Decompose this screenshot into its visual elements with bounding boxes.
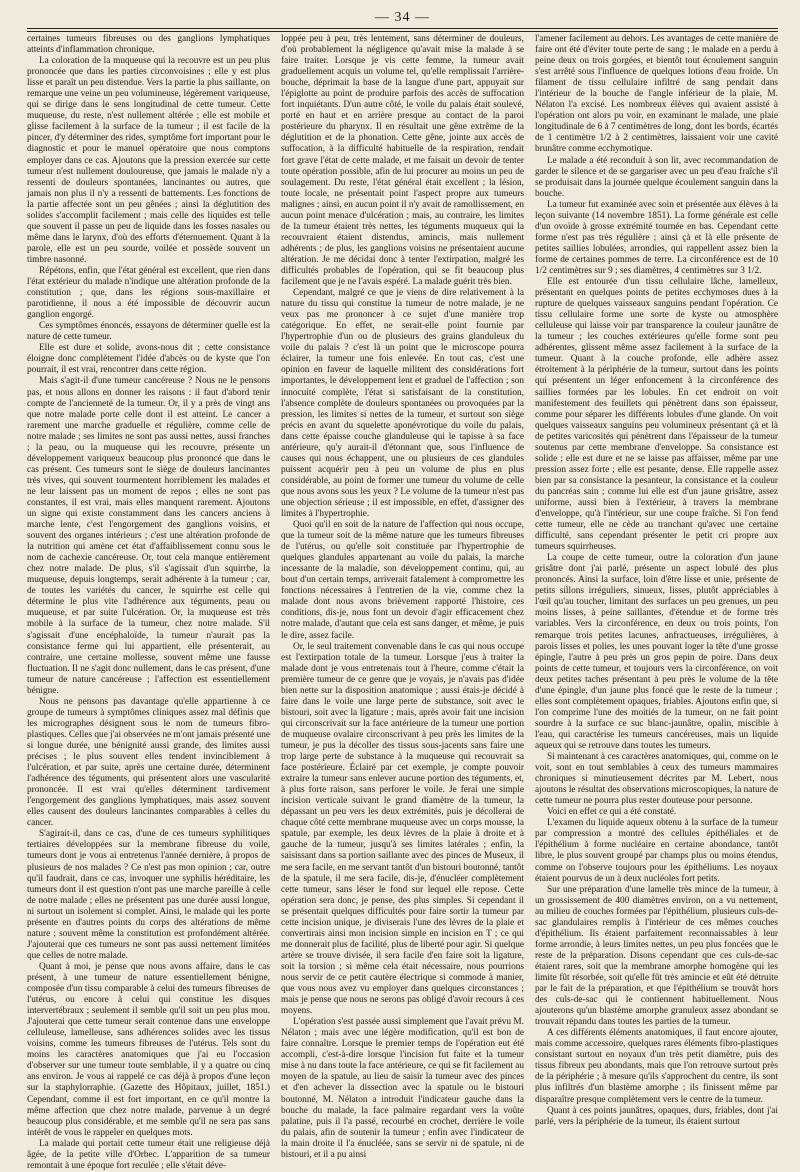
paragraph: l'amener facilement au dehors. Les avantages de cette manière de faire ont été d'éviter toute perte de sang ; le malade en a perdu à peine deux ou trois gorgées, et bientôt tout écoulement sanguin s'est arrêté sous l'influence de quelques lotions d'eau froide. Un filament de tissu cellulaire infiltré de sang pendait dans l'intérieur de la bouche de l'angle inférieur de la plaie, M. Nélaton l'a excisé. Les nombreux élèves qui avaient assisté à l'opération ont alors pu voir, en examinant le malade, une plaie longitudinale de 6 à 7 centimètres de long, dont les bords, écartés de 1 centimètre 1/2 à 2 centimètres, laissaient voir une cavité brunâtre comme ecchymotique.	[535, 34, 778, 155]
paragraph: La coupe de cette tumeur, outre la coloration d'un jaune grisâtre dont j'ai parlé, présente un aspect lobulé des plus prononcés. Ainsi la surface, loin d'être lisse et unie, présente de petits sillons irréguliers, sinueux, lisses, plutôt appréciables à l'œil qu'au toucher, limitant des surfaces un peu grenues, un peu moins lisses, à peine saillantes, d'étendue et de forme très variables. Vers la circonférence, en deux ou trois points, l'on remarque trois petites lacunes, anfractueuses, irrégulières, à parois lisses et polies, les unes pouvant loger la tête d'une grosse épingle, l'autre à peu près un gros pepin de poire. Dans deux points de cette tumeur, et toujours vers la circonférence, on voit deux petites taches présentant à peu près le volume de la tête d'une épingle, d'un jaune plus foncé que le reste de la tumeur ; elles sont complètement opaques, friables. Ajoutons enfin que, si l'on comprime l'une des moitiés de la tumeur, on ne fait point sourdre à la surface ce suc blanc-jaunâtre, opalin, miscible à l'eau, qui caractérise les tumeurs cancéreuses, mais un liquide aqueux qui se retrouve dans toutes les tumeurs.	[535, 553, 778, 751]
header-rule	[27, 28, 778, 29]
paragraph: Mais s'agit-il d'une tumeur cancéreuse ? Nous ne le pensons pas, et nous allons en donner les raisons : il faut d'abord tenir compte de l'ancienneté de la tumeur. Or, il y a près de vingt ans que notre malade porte celle dont il est atteint. Le cancer a rarement une marche graduelle et régulière, comme celle de notre malade ; ses limites ne sont pas aussi nettes, aussi franches ; la peau, ou la muqueuse qui les recouvre, présente un développement variqueux beaucoup plus prononcé que dans le cas présent. Ces tumeurs sont le siège de douleurs lancinantes très vives, qui souvent tourmentent horriblement les malades et ne leur laissent pas un moment de repos ; elles ne sont pas constantes, il est vrai, mais elles manquent rarement. Ajoutons un signe qui existe constamment dans les cancers anciens à marche lente, c'est l'engorgement des ganglions voisins, et souvent des organes intérieurs ; c'est une altération profonde de la nutrition qui amène cet état d'affaiblissement connu sous le nom de cachexie cancéreuse. Or, tout cela manque entièrement chez notre malade. De plus, s'il s'agissait d'un squirrhe, la muqueuse, depuis longtemps, serait adhérente à la tumeur ; car, de toutes les variétés du cancer, le squirrhe est celle qui détermine le plus vite l'adhérence aux téguments, peau ou muqueuse, et par suite l'ulcération. Or, la muqueuse est très mobile à la surface de la tumeur, chez notre malade. S'il s'agissait d'une encéphaloïde, la tumeur n'aurait pas la consistance ferme qui lui appartient, elle présenterait, au contraire, une certaine mollesse, souvent même une fausse fluctuation. Il ne s'agit donc nullement, dans le cas présent, d'une tumeur de nature cancéreuse ; l'affection est essentiellement bénigne.	[27, 376, 270, 696]
paragraph: Quant à ces points jaunâtres, opaques, durs, friables, dont j'ai parlé, vers la périphérie de la tumeur, ils étaient surtout	[535, 1105, 778, 1127]
paragraph: La tumeur fut examinée avec soin et présentée aux élèves à la leçon suivante (14 novembre 1851). La forme générale est celle d'un ovoïde à grosse extrémité tournée en bas. Cependant cette forme n'est pas très régulière ; ainsi çà et là elle présente de petites saillies lobulées, arrondies, qui rappellent assez bien la forme de certaines pommes de terre. La circonférence est de 10 1/2 centimètres sur 9 ; ses diamètres, 4 centimètres sur 3 1/2.	[535, 199, 778, 276]
paragraph: La coloration de la muqueuse qui la recouvre est un peu plus prononcée que dans les parties circonvoisines ; elle y est plus lisse et paraît un peu distendue. Vers la partie la plus saillante, on remarque une veine un peu volumineuse, légèrement variqueuse, qui se dirige dans le sens longitudinal de cette tumeur. Cette muqueuse, du reste, n'est nullement altérée ; elle est mobile et glisse facilement à la surface de la tumeur ; il est facile de la pincer, d'y déterminer des rides, symptôme fort important pour le diagnostic et pour le manuel opératoire que nous comptons employer dans ce cas. Ajoutons que la pression exercée sur cette tumeur n'est nullement douloureuse, que jamais le malade n'y a ressenti de douleurs spontanées, lancinantes ou autres, que jamais non plus il n'y a ressenti de battements. Les fonctions de la partie affectée sont un peu gênées ; ainsi la déglutition des solides s'accomplit facilement ; mais celle des liquides est telle que souvent il passe un peu de liquide dans les fosses nasales ou même dans le larynx, d'où des efforts d'éternuement. Quant à la parole, elle est un peu sourde, voilée et possède souvent un timbre nasonné.	[27, 56, 270, 265]
paragraph: Sur une préparation d'une lamelle très mince de la tumeur, à un grossissement de 400 diamètres environ, on a vu nettement, au milieu de couches formées par l'épithélium, plusieurs culs-de-sac glandulaires remplis à l'intérieur de ces mêmes couches d'épithélium. Ils étaient parfaitement reconnaissables à leur forme arrondie, à leurs limites nettes, un peu plus foncées que le reste de la préparation. Disons cependant que ces culs-de-sac étaient rares, soit que la membrane amorphe homogène qui les limite fût résorbée, soit qu'elle fût très amincie et eût été détruite par le fait de la préparation, et que l'épithélium se trouvât hors des culs-de-sac qui le contiennent habituellement. Nous ajouterons qu'un blastème amorphe granuleux assez abondant se trouvait répandu dans toutes les parties de la tumeur.	[535, 884, 778, 1028]
paragraph: Quant à moi, je pense que nous avons affaire, dans le cas présent, à une tumeur de nature essentiellement bénigne, composée d'un tissu comparable à celui des tumeurs fibreuses de l'utérus, ou encore à celui qui constitue les disques intervertébraux ; seulement il semble qu'il soit un peu plus mou. J'ajouterai que cette tumeur serait contenue dans une enveloppe celluleuse, lamelleuse, sans adhérences solides avec les tissus voisins, comme les tumeurs fibreuses de l'utérus. Tels sont du moins les caractères anatomiques que j'ai eu l'occasion d'observer sur une tumeur toute semblable, il y a quatre ou cinq ans environ. Je vous ai rappelé ce cas déjà à propos d'une leçon sur la staphylorraphie. (Gazette des Hôpitaux, juillet, 1851.) Cependant, comme il est fort important, en ce qu'il montre la même affection que chez notre malade, parvenue à un degré beaucoup plus considérable, et me semble qu'il ne sera pas sans intérêt de vous le rappeler en quelques mots.	[27, 961, 270, 1138]
header-rule-thin	[27, 31, 778, 32]
paragraph: S'agirait-il, dans ce cas, d'une de ces tumeurs syphilitiques tertiaires développées sur la membrane fibreuse du voile, tumeurs dont je vous ai entretenus l'année dernière, à propos de plusieurs de nos malades ? Ce n'est pas mon opinion ; car, outre qu'il faudrait, dans ce cas, invoquer une syphilis héréditaire, les tumeurs dont il est question n'ont pas une marche pareille à celle de notre malade ; elles ne présentent pas une durée aussi longue, ni surtout un isolement si complet. Ainsi, le malade qui les porte présente en d'autres points du corps des altérations de même nature ; souvent même la constitution est profondément altérée. J'ajouterai que ces tumeurs ne sont pas aussi nettement limitées que celles de notre malade.	[27, 829, 270, 961]
paragraph: Voici en effet ce qui a été constaté.	[547, 807, 677, 818]
column-middle	[281, 34, 524, 1160]
page-number: — 34 —	[375, 10, 430, 25]
paragraph: Cependant, malgré ce que je viens de dire relativement à la nature du tissu qui constitue la tumeur de notre malade, je ne veux pas me prononcer à ce sujet d'une manière trop catégorique. En effet, ne serait-elle point fournie par l'hypertrophie d'un ou de plusieurs des grains glanduleux du voile du palais ? c'est là un point que le microscope pourra éclairer, la tumeur une fois enlevée. En tout cas, c'est une opinion en faveur de laquelle militent des considérations fort importantes, le développement lent et graduel de l'affection ; son innocuité complète, l'état si satisfaisant de la constitution, l'absence complète de douleurs spontanées ou provoquées par la pression, les limites si nettes de la tumeur, et surtout son siège précis en avant du squelette aponévrotique du voile du palais, dans cette épaisse couche glanduleuse qui le tapisse à sa face antérieure, qu'y aurait-il d'étonnant que, sous l'influence de causes qui nous échappent, une ou plusieurs de ces glandules puissent acquérir peu à peu un volume de plus en plus considérable, au point de former une tumeur du volume de celle que nous avons sous les yeux ? Le volume de la tumeur n'est pas une objection sérieuse ; il est impossible, en effet, d'assigner des limites à l'hypertrophie.	[281, 288, 524, 520]
paragraph: La malade qui portait cette tumeur était une religieuse déjà âgée, de la petite ville d'Orbec. L'apparition de sa tumeur remontait à une époque fort reculée ; elle s'était déve-	[27, 1138, 270, 1171]
paragraph: Si maintenant à ces caractères anatomiques, qui, comme on le voit, sont en tout semblables à ceux des tumeurs mammaires chroniques si minutieusement décrites par M. Lebert, nous ajoutons le résultat des observations microscopiques, la nature de cette tumeur ne pourra plus rester douteuse pour personne.	[535, 752, 778, 807]
paragraph: L'opération s'est passée aussi simplement que l'avait prévu M. Nélaton ; mais avec une légère modification, qu'il est bon de faire connaître. Lorsque le premier temps de l'opération eut été accompli, c'est-à-dire lorsque l'incision fut faite et la tumeur mise à nu dans toute la face antérieure, ce qui se fit facilement au moyen de la spatule, au lieu de saisir la tumeur avec des pinces et d'en achever la dissection avec la spatule ou le bistouri boutonné, M. Nélaton a introduit l'indicateur gauche dans la bouche du malade, la face palmaire regardant vers la voûte palatine, puis il l'a passé, recourbé en crochet, derrière le voile du palais, afin de soutenir la tumeur ; enfin avec l'indicateur de la main droite il l'a énucléée, sans se servir ni de spatule, ni de bistouri, et il a pu ainsi	[281, 1017, 524, 1160]
paragraph: Quoi qu'il en soit de la nature de l'affection qui nous occupe, que la tumeur soit de la même nature que les tumeurs fibreuses de l'utérus, ou qu'elle soit constituée par l'hypertrophie de quelques glandules appartenant au voile du palais, la marche incessante de la maladie, son développement continu, qui, au bout d'un certain temps, arriverait fatalement à compromettre les fonctions nécessaires à l'entretien de la vie, comme chez la malade dont nous avons brièvement rapporté l'histoire, ces conditions, dis-je, nous font un devoir d'agir efficacement chez notre malade, d'autant que cela est sans danger, et même, je puis le dire, assez facile.	[281, 520, 524, 641]
paragraph: Elle est dure et solide, avons-nous dit ; cette consistance éloigne donc complètement l'idée d'abcès ou de kyste que l'on pourrait, il est vrai, rencontrer dans cette région.	[27, 343, 270, 376]
paragraph: Elle est entourée d'un tissu cellulaire lâche, lamelleux, présentant en quelques points de petites ecchymoses dues à la rupture de quelques vaisseaux sanguins pendant l'opération. Ce tissu cellulaire forme une sorte de kyste ou atmosphère celluleuse qui laisse voir par transparence la couleur jaunâtre de la tumeur ; les couches extérieures qu'elle forme sont peu adhérentes, glissent même assez facilement à la surface de la tumeur. Quant à la couche profonde, elle adhère assez étroitement à la périphérie de la tumeur, surtout dans les points qui présentent un léger enfoncement à la circonférence des saillies formées par les lobules. En cet endroit on voit manifestement des feuillets qui pénètrent dans son épaisseur, comme pour séparer les différents lobules d'une glande. On voit quelques vaisseaux sanguins peu volumineux présentant çà et là de petites varicosités qui pénètrent dans l'épaisseur de la tumeur soutenus par cette membrane d'enveloppe. Sa consistance est solide ; elle est dure et ne se laisse pas affaisser, même par une pression assez forte ; elle est pesante, dense. Elle rappelle assez bien par sa consistance la pesanteur, la consistance et la couleur du pancréas sain ; comme lui elle est d'un jaune grisâtre, assez uniforme, aussi bien à l'extérieur, à travers la membrane d'enveloppe, qu'à l'intérieur, sur une coupe fraîche. Si l'on fend cette tumeur, elle ne cède au tranchant qu'avec une certaine difficulté, sans cependant présenter le petit cri propre aux tumeurs squirrheuses.	[535, 277, 778, 553]
paragraph: L'examen du liquide aqueux obtenu à la surface de la tumeur par compression a montré des cellules épithéliales et de l'épithélium à forme nucléaire en certaine abondance, tantôt libre, le plus souvent groupé par champs plus ou moins étendus, comme on l'observe toujours pour les épithéliums. Les noyaux étaient pourvus de un à deux nucléoles fort petits.	[535, 818, 778, 884]
column-right	[535, 34, 778, 1160]
paragraph: Nous ne pensons pas davantage qu'elle appartienne à ce groupe de tumeurs à symptômes cliniques assez mal définis que les micrographes désignent sous le nom de tumeurs fibro-plastiques. Celles que j'ai observées ne m'ont jamais présenté une si longue durée, une bénignité aussi grande, des limites aussi précises ; le plus souvent elles tendent invinciblement à l'ulcération, et par suite, après une certaine durée, déterminent l'adhérence des téguments, qui présentent alors une vascularité prononcée. Il est vrai qu'elles déterminent tardivement l'engorgement des ganglions lymphatiques, mais assez souvent elles causent des douleurs lancinantes comparables à celles du cancer.	[27, 696, 270, 829]
page-header	[27, 4, 778, 26]
column-left	[27, 34, 270, 1171]
paragraph: loppée peu à peu, très lentement, sans déterminer de douleurs, d'où probablement la négligence qu'avait mise la malade à se faire traiter. Lorsque je vis cette femme, la tumeur avait graduellement acquis un volume tel, qu'elle remplissait l'arrière-bouche, déprimait la base de la langue d'une part, appuyait sur l'épiglotte au point de produire parfois des accès de suffocation fort inquiétants. D'un autre côté, le voile du palais était soulevé, porté en haut et en arrière presque au contact de la paroi postérieure du pharynx. Il en résultait une gêne extrême de la déglutition et de la phonation. Cette gêne, jointe aux accès de suffocation, à la difficulté habituelle de la respiration, rendait fort grave l'état de cette malade, et me faisait un devoir de tenter toute opération possible, afin de lui procurer au moins un peu de soulagement. Du reste, l'état général était excellent ; la lésion, toute locale, ne présentait point l'aspect propre aux tumeurs malignes ; ainsi, en aucun point il n'y avait de ramollissement, en aucun point menace d'ulcération ; mais, au contraire, les limites de la tumeur étaient très nettes, les téguments muqueux qui la recouvraient étaient distendus, amincis, mais nullement adhérents ; de plus, les ganglions voisins ne présentaient aucune altération. Je me décidai donc à tenter l'extirpation, malgré les difficultés probables de l'opération, qui se fit beaucoup plus facilement que je ne l'avais espéré. La malade guérit très bien.	[281, 34, 524, 288]
paragraph: certaines tumeurs fibreuses ou des ganglions lymphatiques atteints d'inflammation chronique.	[27, 34, 270, 56]
paragraph: Or, le seul traitement convenable dans le cas qui nous occupe est l'extirpation totale de la tumeur. Lorsque j'eus à traiter la malade dont je vous entretenais tout à l'heure, comme c'était la première tumeur de ce genre que je voyais, je n'avais pas d'idée bien nette sur la disposition anatomique ; aussi étais-je décidé à faire dans le voile une large perte de substance, soit avec le bistouri, soit avec la ligature ; mais, après avoir fait une incision qui circonscrivait sur la face antérieure de la tumeur une portion de muqueuse ovalaire circonscrivant à peu près les limites de la tumeur, je pus la décoller des tissus sous-jacents sans faire une trop large perte de substance à la muqueuse qui recouvrait sa face postérieure. Éclairé par cet exemple, je compte pouvoir extraire la tumeur sans enlever aucune portion des téguments, et, à plus forte raison, sans perforer le voile. Je ferai une simple incision verticale suivant le grand diamètre de la tumeur, la dépassant un peu vers les deux extrémités, puis je décollerai de chaque côté cette membrane muqueuse avec un corps mousse, la spatule, par exemple, les deux lèvres de la plaie à droite et à gauche de la tumeur, jusqu'à ses limites latérales ; enfin, la saisissant dans sa portion saillante avec des pinces de Museux, il me sera facile, en me servant tantôt d'un bistouri boutonné, tantôt de la spatule, il me sera facile, dis-je, d'énucléer complètement cette tumeur, sans léser le fond sur lequel elle repose. Cette opération sera donc, je pense, des plus simples. Si cependant il se présentait quelques difficultés pour faire sortir la tumeur par cette incision unique, je diviserais l'une des lèvres de la plaie et convertirais ainsi mon incision simple en incision en T ; ce qui me donnerait plus de facilité, plus de liberté pour agir. Si quelque artère se trouve divisée, il sera facile d'en faire soit la ligature, soit la torsion ; si même cela était nécessaire, nous pourrions nous servir de ce petit cautère électrique si commode à manier, que vous nous avez vu employer dans quelques circonstances ; mais je pense que nous ne serons pas obligé d'avoir recours à ces moyens.	[281, 641, 524, 1017]
paragraph: A ces différents éléments anatomiques, il faut encore ajouter, mais comme accessoire, quelques rares éléments fibro-plastiques consistant surtout en noyaux d'un très petit diamètre, puis des tissus fibreux peu abondants, mais que l'on retrouve surtout près de la périphérie ; à mesure qu'ils s'approchent du centre, ils sont plus infiltrés d'un blastème amorphe ; ils finissent même par disparaître presque complètement vers le centre de la tumeur.	[535, 1028, 778, 1105]
text-columns	[27, 34, 778, 1171]
paragraph: Ces symptômes énoncés, essayons de déterminer quelle est la nature de cette tumeur.	[27, 321, 270, 343]
paragraph: Le malade a été reconduit à son lit, avec recommandation de garder le silence et de se gargariser avec un peu d'eau fraîche s'il se produisait dans la journée quelque écoulement sanguin dans la bouche.	[535, 155, 778, 199]
paragraph: Répétons, enfin, que l'état général est excellent, que rien dans l'état extérieur du malade n'indique une altération profonde de la constitution ; que, dans les régions sous-maxillaire et parotidienne, il nous a été impossible de découvrir aucun ganglion engorgé.	[27, 265, 270, 321]
